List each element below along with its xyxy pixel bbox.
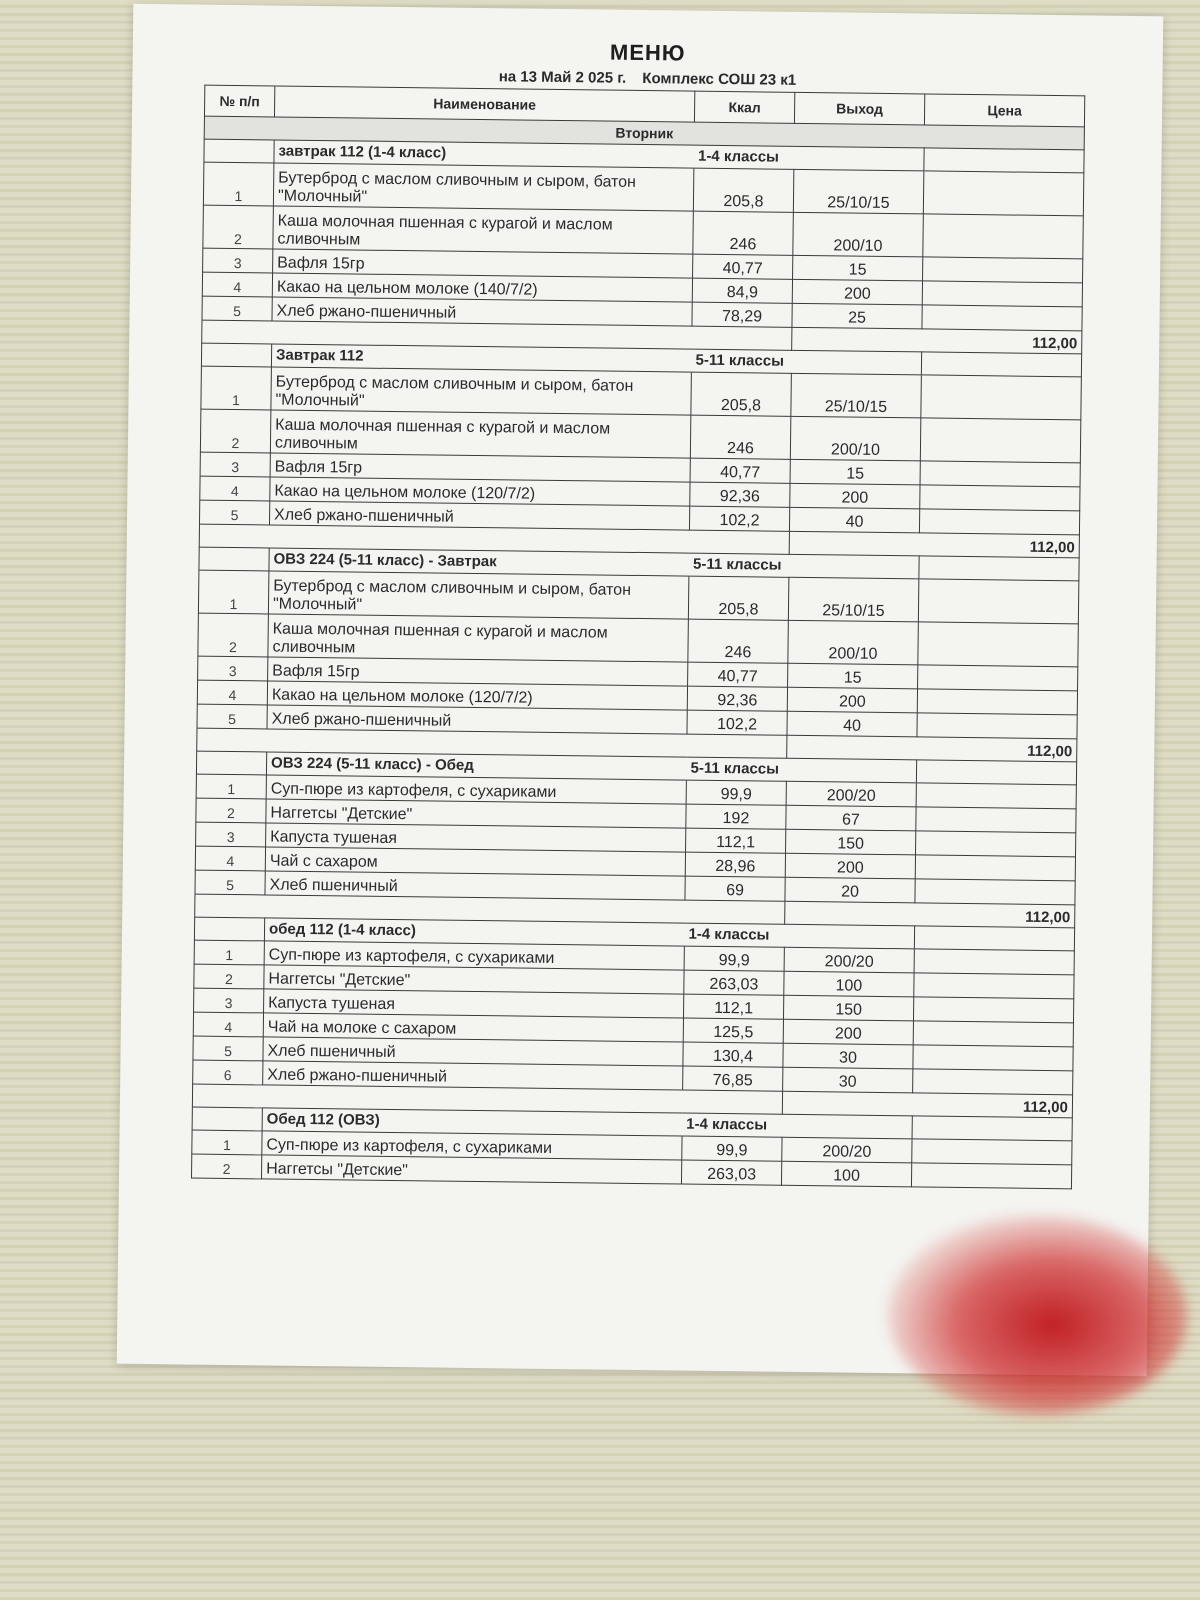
item-output: 150 <box>783 995 913 1021</box>
item-name: Хлеб ржано-пшеничный <box>263 1061 683 1090</box>
item-name: Каша молочная пшенная с курагой и маслом сливочным <box>268 614 688 662</box>
item-name: Какао на цельном молоке (120/7/2) <box>267 681 687 710</box>
item-name: Бутерброд с маслом сливочным и сыром, батон "Молочный" <box>271 367 691 415</box>
menu-table <box>191 85 1085 1190</box>
item-kcal: 205,8 <box>693 168 794 212</box>
item-name: Хлеб ржано-пшеничный <box>267 705 687 734</box>
section-title: ОВЗ 224 (5-11 класс) - Завтрак <box>269 548 689 576</box>
item-name: Хлеб ржано-пшеничный <box>272 297 692 326</box>
item-number: 6 <box>193 1060 263 1085</box>
item-name: Вафля 15гр <box>268 657 688 686</box>
item-name: Капуста тушеная <box>264 989 684 1018</box>
item-name: Наггетсы "Детские" <box>261 1155 681 1184</box>
table-body <box>192 116 1085 1189</box>
item-number: 1 <box>194 940 264 965</box>
item-kcal: 102,2 <box>689 506 789 531</box>
item-output: 200 <box>785 853 915 879</box>
header-price: Цена <box>924 94 1084 127</box>
item-number: 3 <box>196 822 266 847</box>
item-output: 25 <box>792 303 922 329</box>
item-price <box>923 171 1084 216</box>
item-price <box>915 855 1075 881</box>
item-price <box>921 375 1082 420</box>
item-kcal: 112,1 <box>683 994 783 1019</box>
item-output: 100 <box>784 971 914 997</box>
item-kcal: 40,77 <box>688 662 788 687</box>
section-total-price: 112,00 <box>789 531 1079 558</box>
item-price <box>914 973 1074 999</box>
item-number: 2 <box>192 1154 262 1179</box>
menu-date: на 13 Май 2 025 г. <box>498 68 627 87</box>
section-num-cell <box>192 1107 262 1131</box>
item-number: 1 <box>198 570 269 614</box>
item-name: Чай с сахаром <box>265 847 685 876</box>
section-num-cell <box>204 139 274 163</box>
section-title: завтрак 112 (1-4 класс) <box>274 140 694 168</box>
item-kcal: 28,96 <box>685 852 785 877</box>
item-kcal: 246 <box>688 619 789 663</box>
item-number: 2 <box>200 409 271 453</box>
section-total-price: 112,00 <box>792 327 1082 354</box>
header-name: Наименование <box>274 86 694 122</box>
item-output: 25/10/15 <box>788 577 919 622</box>
item-output: 40 <box>789 507 919 533</box>
item-number: 2 <box>203 205 274 249</box>
item-number: 3 <box>200 452 270 477</box>
item-kcal: 130,4 <box>683 1042 783 1067</box>
item-kcal: 205,8 <box>691 372 792 416</box>
item-kcal: 246 <box>690 415 791 459</box>
item-output: 200/20 <box>786 781 916 807</box>
header-output: Выход <box>794 92 924 125</box>
item-name: Вафля 15гр <box>273 249 693 278</box>
finger-blur <box>886 1213 1188 1417</box>
item-kcal: 78,29 <box>692 302 792 327</box>
item-output: 40 <box>787 711 917 737</box>
item-number: 5 <box>197 704 267 729</box>
item-number: 2 <box>194 964 264 989</box>
item-price <box>920 461 1080 487</box>
item-output: 200 <box>790 483 920 509</box>
item-number: 2 <box>198 613 269 657</box>
item-output: 30 <box>783 1067 913 1093</box>
item-output: 15 <box>790 459 920 485</box>
item-number: 1 <box>196 774 266 799</box>
item-price <box>918 622 1079 667</box>
section-num-cell <box>196 751 266 775</box>
section-num-cell <box>199 547 269 571</box>
section-title: Завтрак 112 <box>271 344 691 372</box>
section-title: обед 112 (1-4 класс) <box>264 918 684 946</box>
item-price <box>918 579 1079 624</box>
item-name: Наггетсы "Детские" <box>264 965 684 994</box>
item-price <box>912 1139 1072 1165</box>
item-price <box>914 949 1074 975</box>
item-name: Хлеб пшеничный <box>263 1037 683 1066</box>
item-price <box>911 1163 1071 1189</box>
item-kcal: 246 <box>693 211 794 255</box>
item-price <box>920 418 1081 463</box>
item-output: 150 <box>786 829 916 855</box>
section-num-cell <box>201 343 271 367</box>
item-price <box>913 997 1073 1023</box>
item-price <box>922 281 1082 307</box>
item-output: 200/10 <box>790 416 921 461</box>
item-price <box>916 831 1076 857</box>
item-price <box>917 713 1077 739</box>
section-classes: 5-11 классы <box>689 553 919 579</box>
menu-complex: Комплекс СОШ 23 к1 <box>642 69 797 89</box>
item-kcal: 102,2 <box>687 710 787 735</box>
item-kcal: 99,9 <box>686 780 786 805</box>
item-output: 200 <box>787 687 917 713</box>
item-price <box>916 807 1076 833</box>
item-kcal: 84,9 <box>692 278 792 303</box>
item-number: 1 <box>201 366 272 410</box>
item-name: Суп-пюре из картофеля, с сухариками <box>264 941 684 970</box>
item-kcal: 92,36 <box>687 686 787 711</box>
section-total-price: 112,00 <box>787 735 1077 762</box>
section-price-cell <box>921 352 1081 377</box>
item-price <box>913 1045 1073 1071</box>
item-price <box>917 689 1077 715</box>
item-number: 2 <box>196 798 266 823</box>
item-kcal: 263,03 <box>684 970 784 995</box>
section-price-cell <box>919 556 1079 581</box>
item-price <box>923 257 1083 283</box>
item-name: Вафля 15гр <box>270 453 690 482</box>
item-output: 15 <box>788 663 918 689</box>
item-number: 3 <box>194 988 264 1013</box>
item-output: 200 <box>792 279 922 305</box>
item-price <box>918 665 1078 691</box>
item-price <box>915 879 1075 905</box>
item-kcal: 192 <box>686 804 786 829</box>
item-price <box>920 485 1080 511</box>
item-name: Суп-пюре из картофеля, с сухариками <box>262 1131 682 1160</box>
item-price <box>913 1069 1073 1095</box>
day-label: Вторник <box>204 116 1084 150</box>
header-num: № п/п <box>204 85 274 117</box>
item-output: 200/10 <box>793 212 924 257</box>
item-price <box>913 1021 1073 1047</box>
item-name: Хлеб ржано-пшеничный <box>269 501 689 530</box>
item-name: Бутерброд с маслом сливочным и сыром, батон "Молочный" <box>268 571 688 619</box>
item-output: 200/20 <box>782 1137 912 1163</box>
item-name: Бутерброд с маслом сливочным и сыром, батон "Молочный" <box>273 163 693 211</box>
item-number: 3 <box>203 248 273 273</box>
item-kcal: 112,1 <box>686 828 786 853</box>
item-kcal: 69 <box>685 876 785 901</box>
item-name: Наггетсы "Детские" <box>266 799 686 828</box>
item-name: Каша молочная пшенная с курагой и маслом сливочным <box>273 206 693 254</box>
item-number: 1 <box>203 162 274 206</box>
section-total-price: 112,00 <box>782 1091 1072 1118</box>
item-number: 5 <box>195 870 265 895</box>
item-price <box>919 509 1079 535</box>
item-name: Каша молочная пшенная с курагой и маслом сливочным <box>270 410 690 458</box>
item-number: 4 <box>202 272 272 297</box>
section-num-cell <box>194 917 264 941</box>
section-classes: 5-11 классы <box>686 757 916 783</box>
item-output: 30 <box>783 1043 913 1069</box>
item-kcal: 40,77 <box>690 458 790 483</box>
section-title: Обед 112 (ОВЗ) <box>262 1108 682 1136</box>
item-output: 25/10/15 <box>791 373 922 418</box>
item-number: 4 <box>197 680 267 705</box>
section-classes: 1-4 классы <box>684 923 914 949</box>
item-output: 200/10 <box>788 620 919 665</box>
item-number: 5 <box>199 500 269 525</box>
item-kcal: 125,5 <box>683 1018 783 1043</box>
item-name: Какао на цельном молоке (140/7/2) <box>272 273 692 302</box>
item-price <box>922 305 1082 331</box>
item-number: 1 <box>192 1130 262 1155</box>
item-number: 4 <box>195 846 265 871</box>
item-output: 200/20 <box>784 947 914 973</box>
item-number: 5 <box>193 1036 263 1061</box>
item-kcal: 99,9 <box>682 1136 782 1161</box>
item-kcal: 205,8 <box>688 576 789 620</box>
item-output: 100 <box>781 1161 911 1187</box>
item-number: 4 <box>200 476 270 501</box>
section-title: ОВЗ 224 (5-11 класс) - Обед <box>266 752 686 780</box>
item-output: 67 <box>786 805 916 831</box>
item-kcal: 76,85 <box>683 1066 783 1091</box>
item-name: Суп-пюре из картофеля, с сухариками <box>266 775 686 804</box>
item-price <box>923 214 1084 259</box>
section-classes: 1-4 классы <box>694 145 924 171</box>
item-kcal: 40,77 <box>693 254 793 279</box>
item-name: Хлеб пшеничный <box>265 871 685 900</box>
section-price-cell <box>916 760 1076 785</box>
section-total-price: 112,00 <box>785 901 1075 928</box>
item-kcal: 99,9 <box>684 946 784 971</box>
menu-title: МЕНЮ <box>609 39 686 66</box>
item-price <box>916 783 1076 809</box>
section-price-cell <box>914 926 1074 951</box>
item-name: Какао на цельном молоке (120/7/2) <box>270 477 690 506</box>
item-output: 25/10/15 <box>793 169 924 214</box>
item-output: 200 <box>783 1019 913 1045</box>
item-number: 5 <box>202 296 272 321</box>
item-kcal: 92,36 <box>690 482 790 507</box>
section-price-cell <box>924 148 1084 173</box>
item-kcal: 263,03 <box>681 1160 781 1185</box>
item-number: 3 <box>198 656 268 681</box>
section-classes: 5-11 классы <box>691 349 921 375</box>
header-kcal: Ккал <box>694 91 794 123</box>
menu-sheet <box>117 4 1164 1376</box>
item-output: 20 <box>785 877 915 903</box>
section-price-cell <box>912 1116 1072 1141</box>
item-output: 15 <box>793 255 923 281</box>
item-name: Капуста тушеная <box>266 823 686 852</box>
section-classes: 1-4 классы <box>682 1113 912 1139</box>
item-number: 4 <box>193 1012 263 1037</box>
item-name: Чай на молоке с сахаром <box>263 1013 683 1042</box>
